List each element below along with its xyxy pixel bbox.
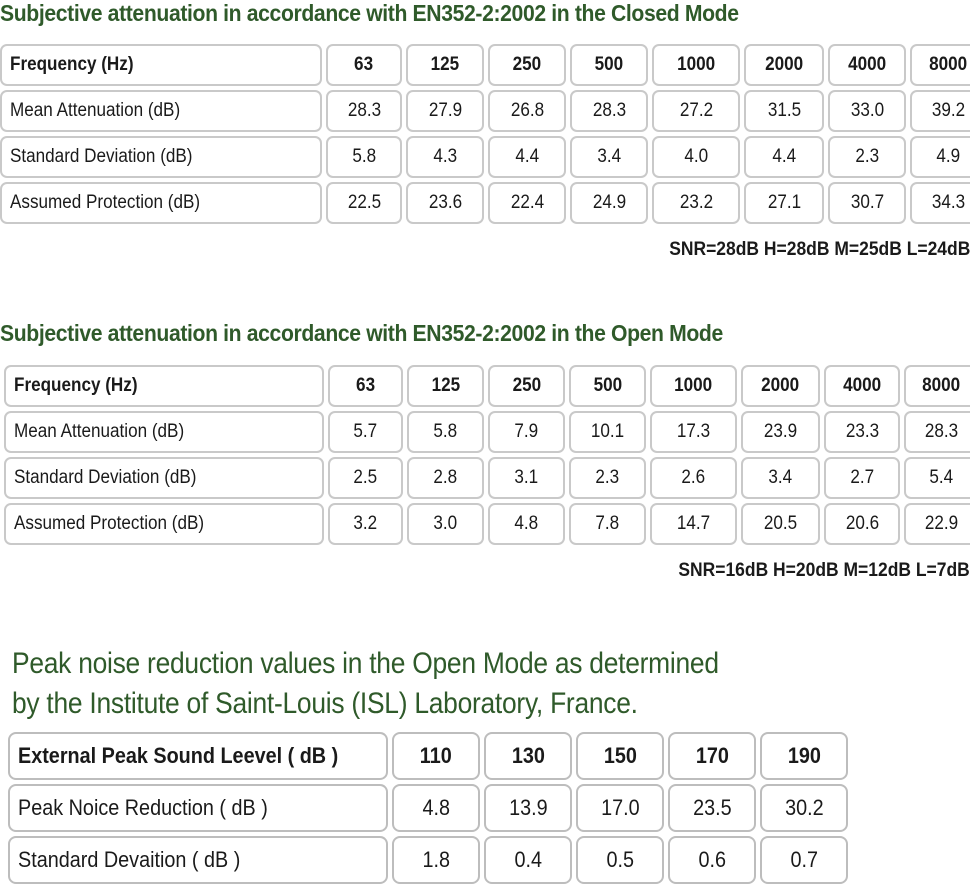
cell-text: Peak Noice Reduction ( dB ) [18, 795, 268, 820]
cell-text: 13.9 [508, 795, 548, 820]
cell-text: 4.0 [684, 146, 708, 167]
cell-text: Standard Deviation (dB) [10, 146, 193, 167]
cell-text: 130 [511, 743, 545, 768]
header-label-cell [4, 365, 324, 407]
cell-text: 0.6 [698, 847, 726, 872]
table-cell [904, 457, 970, 499]
cell-text: 33.0 [850, 100, 884, 121]
header-cell [650, 365, 737, 407]
table-cell [488, 457, 565, 499]
header-cell [828, 44, 906, 86]
peak-reduction-title-line2: by the Institute of Saint-Louis (ISL) Laboratory, France. [12, 687, 638, 720]
table-cell [744, 136, 824, 178]
row-label-cell [8, 784, 388, 832]
table-cell [741, 411, 820, 453]
cell-text: 39.2 [931, 100, 965, 121]
header-cell [652, 44, 740, 86]
cell-text: 150 [603, 743, 637, 768]
table-cell [904, 411, 970, 453]
table-cell [910, 90, 970, 132]
cell-text: 0.7 [790, 847, 818, 872]
table-cell [741, 457, 820, 499]
cell-text: 27.1 [767, 192, 801, 213]
cell-text: Mean Attenuation (dB) [10, 100, 181, 121]
header-cell [406, 44, 484, 86]
cell-text: 125 [430, 54, 460, 75]
cell-text: 5.7 [353, 421, 378, 442]
table-cell [824, 411, 900, 453]
table-cell [484, 836, 572, 884]
cell-text: 125 [431, 375, 460, 396]
cell-text: 17.3 [676, 421, 711, 442]
table-cell [569, 503, 646, 545]
cell-text: Standard Devaition ( dB ) [18, 847, 241, 872]
table-cell [910, 182, 970, 224]
table-cell [328, 503, 403, 545]
cell-text: 27.2 [679, 100, 713, 121]
cell-text: 8000 [921, 375, 961, 396]
header-cell [741, 365, 820, 407]
header-cell [392, 732, 480, 780]
cell-text: 23.2 [679, 192, 713, 213]
cell-text: 10.1 [590, 421, 625, 442]
cell-text: 2000 [761, 375, 800, 396]
cell-text: 4.8 [422, 795, 450, 820]
open-mode-rating: SNR=16dB H=20dB M=12dB L=7dB [678, 560, 970, 581]
table-cell [488, 136, 566, 178]
cell-text: Standard Deviation (dB) [14, 467, 197, 488]
cell-text: 34.3 [931, 192, 965, 213]
table-cell [406, 136, 484, 178]
cell-text: 110 [420, 743, 452, 768]
header-cell [576, 732, 664, 780]
cell-text: 4.9 [936, 146, 960, 167]
table-cell [406, 90, 484, 132]
cell-text: 20.5 [763, 513, 798, 534]
table-cell [904, 503, 970, 545]
cell-text: 17.0 [600, 795, 640, 820]
row-label-cell [0, 136, 322, 178]
cell-text: 3.0 [433, 513, 458, 534]
cell-text: 250 [512, 375, 541, 396]
cell-text: 5.4 [929, 467, 953, 488]
cell-text: 1000 [674, 375, 713, 396]
cell-text: 2.3 [855, 146, 879, 167]
cell-text: 2.7 [850, 467, 874, 488]
table-cell [744, 90, 824, 132]
header-cell [668, 732, 756, 780]
cell-text: 5.8 [433, 421, 458, 442]
row-label-cell [4, 457, 324, 499]
cell-text: 2.6 [681, 467, 706, 488]
table-cell [392, 836, 480, 884]
cell-text: 63 [355, 375, 376, 396]
cell-text: 0.5 [606, 847, 634, 872]
table-cell [570, 182, 648, 224]
table-cell [744, 182, 824, 224]
table-cell [570, 136, 648, 178]
header-cell [904, 365, 970, 407]
table-cell [488, 411, 565, 453]
table-cell [569, 457, 646, 499]
cell-text: Assumed Protection (dB) [14, 513, 205, 534]
cell-text: 500 [593, 375, 622, 396]
table-cell [576, 836, 664, 884]
table-cell [570, 90, 648, 132]
cell-text: 7.8 [595, 513, 620, 534]
table-cell [652, 136, 740, 178]
cell-text: 23.3 [845, 421, 879, 442]
table-cell [328, 457, 403, 499]
header-cell [326, 44, 402, 86]
row-label-cell [4, 503, 324, 545]
row-label-cell [0, 182, 322, 224]
table-cell [650, 503, 737, 545]
table-cell [652, 90, 740, 132]
cell-text: 4000 [847, 54, 887, 75]
cell-text: 190 [787, 743, 821, 768]
cell-text: 4.4 [515, 146, 539, 167]
cell-text: 31.5 [767, 100, 801, 121]
cell-text: 250 [512, 54, 542, 75]
cell-text: 4.4 [772, 146, 796, 167]
header-cell [569, 365, 646, 407]
table-cell [326, 90, 402, 132]
header-cell [760, 732, 848, 780]
cell-text: Frequency (Hz) [14, 375, 138, 396]
cell-text: Frequency (Hz) [10, 54, 134, 75]
cell-text: 500 [594, 54, 624, 75]
cell-text: 2000 [764, 54, 804, 75]
open-mode-table [4, 365, 970, 545]
table-cell [650, 457, 737, 499]
header-cell [484, 732, 572, 780]
peak-reduction-table [8, 732, 856, 884]
cell-text: Mean Attenuation (dB) [14, 421, 185, 442]
closed-mode-rating: SNR=28dB H=28dB M=25dB L=24dB [668, 239, 970, 260]
header-cell [407, 365, 484, 407]
row-label-cell [0, 90, 322, 132]
header-cell [488, 365, 565, 407]
cell-text: 23.9 [763, 421, 798, 442]
cell-text: 24.9 [592, 192, 626, 213]
header-cell [910, 44, 970, 86]
row-label-cell [8, 836, 388, 884]
table-cell [488, 182, 566, 224]
cell-text: 28.3 [347, 100, 381, 121]
header-label-cell [0, 44, 322, 86]
table-cell [760, 836, 848, 884]
cell-text: 2.8 [433, 467, 458, 488]
cell-text: 26.8 [510, 100, 544, 121]
cell-text: 22.4 [510, 192, 544, 213]
table-cell [392, 784, 480, 832]
cell-text: 23.5 [692, 795, 732, 820]
row-label-cell [4, 411, 324, 453]
header-cell [488, 44, 566, 86]
cell-text: 3.1 [514, 467, 539, 488]
cell-text: 2.5 [353, 467, 378, 488]
peak-reduction-title-line1: Peak noise reduction values in the Open Mode as determined [12, 647, 719, 680]
cell-text: 2.3 [595, 467, 620, 488]
table-cell [326, 182, 402, 224]
table-cell [668, 836, 756, 884]
cell-text: 27.9 [428, 100, 462, 121]
table-cell [828, 90, 906, 132]
table-cell [569, 411, 646, 453]
cell-text: 30.2 [784, 795, 824, 820]
table-cell [488, 90, 566, 132]
cell-text: 0.4 [514, 847, 542, 872]
cell-text: 4000 [842, 375, 882, 396]
header-cell [570, 44, 648, 86]
table-cell [741, 503, 820, 545]
table-cell [406, 182, 484, 224]
peak-reduction-title [12, 644, 719, 724]
table-cell [650, 411, 737, 453]
cell-text: 5.8 [352, 146, 376, 167]
table-cell [910, 136, 970, 178]
header-cell [744, 44, 824, 86]
cell-text: 28.3 [592, 100, 626, 121]
cell-text: 22.9 [924, 513, 958, 534]
header-cell [328, 365, 403, 407]
cell-text: Assumed Protection (dB) [10, 192, 201, 213]
cell-text: 3.2 [353, 513, 378, 534]
cell-text: 3.4 [597, 146, 621, 167]
cell-text: 28.3 [924, 421, 958, 442]
cell-text: 20.6 [845, 513, 879, 534]
cell-text: 1000 [676, 54, 716, 75]
table-cell [488, 503, 565, 545]
table-cell [668, 784, 756, 832]
cell-text: 63 [354, 54, 374, 75]
cell-text: 4.3 [433, 146, 457, 167]
table-cell [407, 411, 484, 453]
cell-text: 1.8 [422, 847, 450, 872]
table-cell [760, 784, 848, 832]
cell-text: 14.7 [676, 513, 711, 534]
cell-text: 30.7 [850, 192, 884, 213]
cell-text: 22.5 [347, 192, 381, 213]
cell-text: 4.8 [514, 513, 539, 534]
cell-text: 7.9 [514, 421, 539, 442]
table-cell [828, 136, 906, 178]
cell-text: External Peak Sound Leevel ( dB ) [18, 743, 339, 768]
table-cell [824, 457, 900, 499]
cell-text: 23.6 [428, 192, 462, 213]
table-cell [407, 457, 484, 499]
closed-mode-table [0, 44, 970, 224]
closed-mode-title: Subjective attenuation in accordance with EN352-2:2002 in the Closed Mode [0, 0, 739, 26]
table-cell [576, 784, 664, 832]
table-cell [326, 136, 402, 178]
table-cell [652, 182, 740, 224]
table-cell [407, 503, 484, 545]
header-label-cell [8, 732, 388, 780]
cell-text: 3.4 [768, 467, 793, 488]
header-cell [824, 365, 900, 407]
table-cell [328, 411, 403, 453]
cell-text: 8000 [928, 54, 968, 75]
table-cell [484, 784, 572, 832]
open-mode-title: Subjective attenuation in accordance with EN352-2:2002 in the Open Mode [0, 320, 723, 346]
table-cell [824, 503, 900, 545]
cell-text: 170 [695, 743, 729, 768]
table-cell [828, 182, 906, 224]
